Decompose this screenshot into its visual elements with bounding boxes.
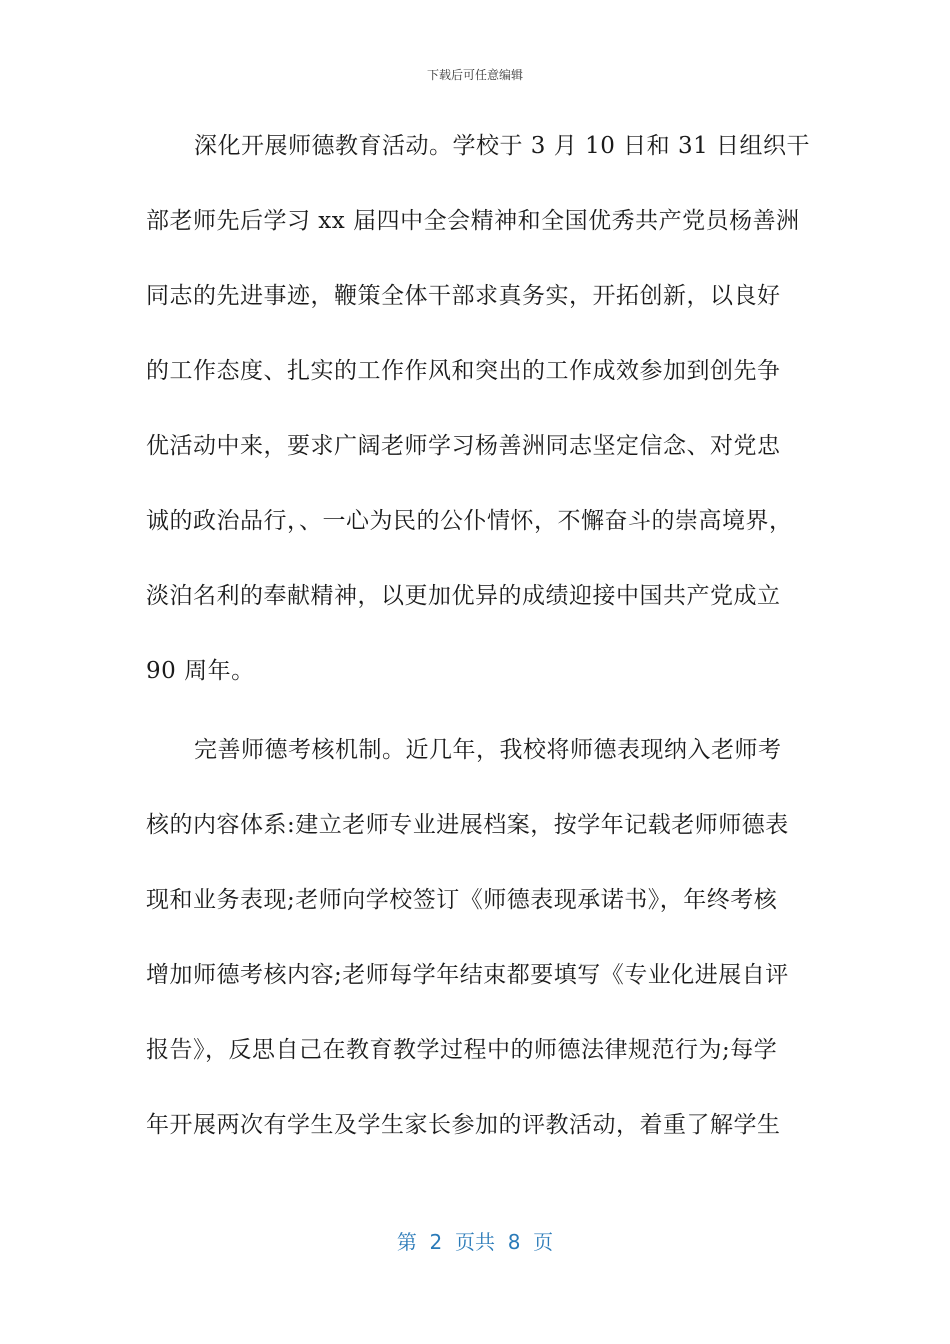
paragraph-line: 现和业务表现;老师向学校签订《师德表现承诺书》，年终考核: [146, 887, 778, 913]
paragraph-line: 核的内容体系:建立老师专业进展档案，按学年记载老师师德表: [146, 812, 789, 838]
paragraph-line: 同志的先进事迹，鞭策全体干部求真务实，开拓创新，以良好: [146, 283, 781, 309]
paragraph-line: 增加师德考核内容;老师每学年结束都要填写《专业化进展自评: [146, 962, 789, 988]
paragraph-2: [146, 724, 806, 1174]
paragraph-line: 90 周年。: [146, 658, 255, 684]
paragraph-line: 部老师先后学习 xx 届四中全会精神和全国优秀共产党员杨善洲: [146, 208, 800, 234]
paragraph-line: 诚的政治品行，、一心为民的公仆情怀，不懈奋斗的崇高境界，: [146, 508, 793, 534]
paragraph-line: 年开展两次有学生及学生家长参加的评教活动，着重了解学生: [146, 1112, 781, 1138]
header-note: 下载后可任意编辑: [426, 68, 523, 82]
document-body: [146, 120, 811, 1174]
paragraph-line: 完善师德考核机制。近几年，我校将师德表现纳入老师考: [194, 737, 782, 763]
paragraph-1: [146, 120, 811, 720]
paragraph-line: 优活动中来，要求广阔老师学习杨善洲同志坚定信念、对党忠: [146, 433, 781, 459]
paragraph-line: 淡泊名利的奉献精神，以更加优异的成绩迎接中国共产党成立: [146, 583, 781, 609]
paragraph-line: 深化开展师德教育活动。学校于 3 月 10 日和 31 日组织干: [194, 133, 811, 159]
paragraph-line: 报告》，反思自己在教育教学过程中的师德法律规范行为;每学: [146, 1037, 778, 1063]
page-number-footer: 第 2 页共 8 页: [396, 1230, 554, 1254]
paragraph-line: 的工作态度、扎实的工作作风和突出的工作成效参加到创先争: [146, 358, 781, 384]
